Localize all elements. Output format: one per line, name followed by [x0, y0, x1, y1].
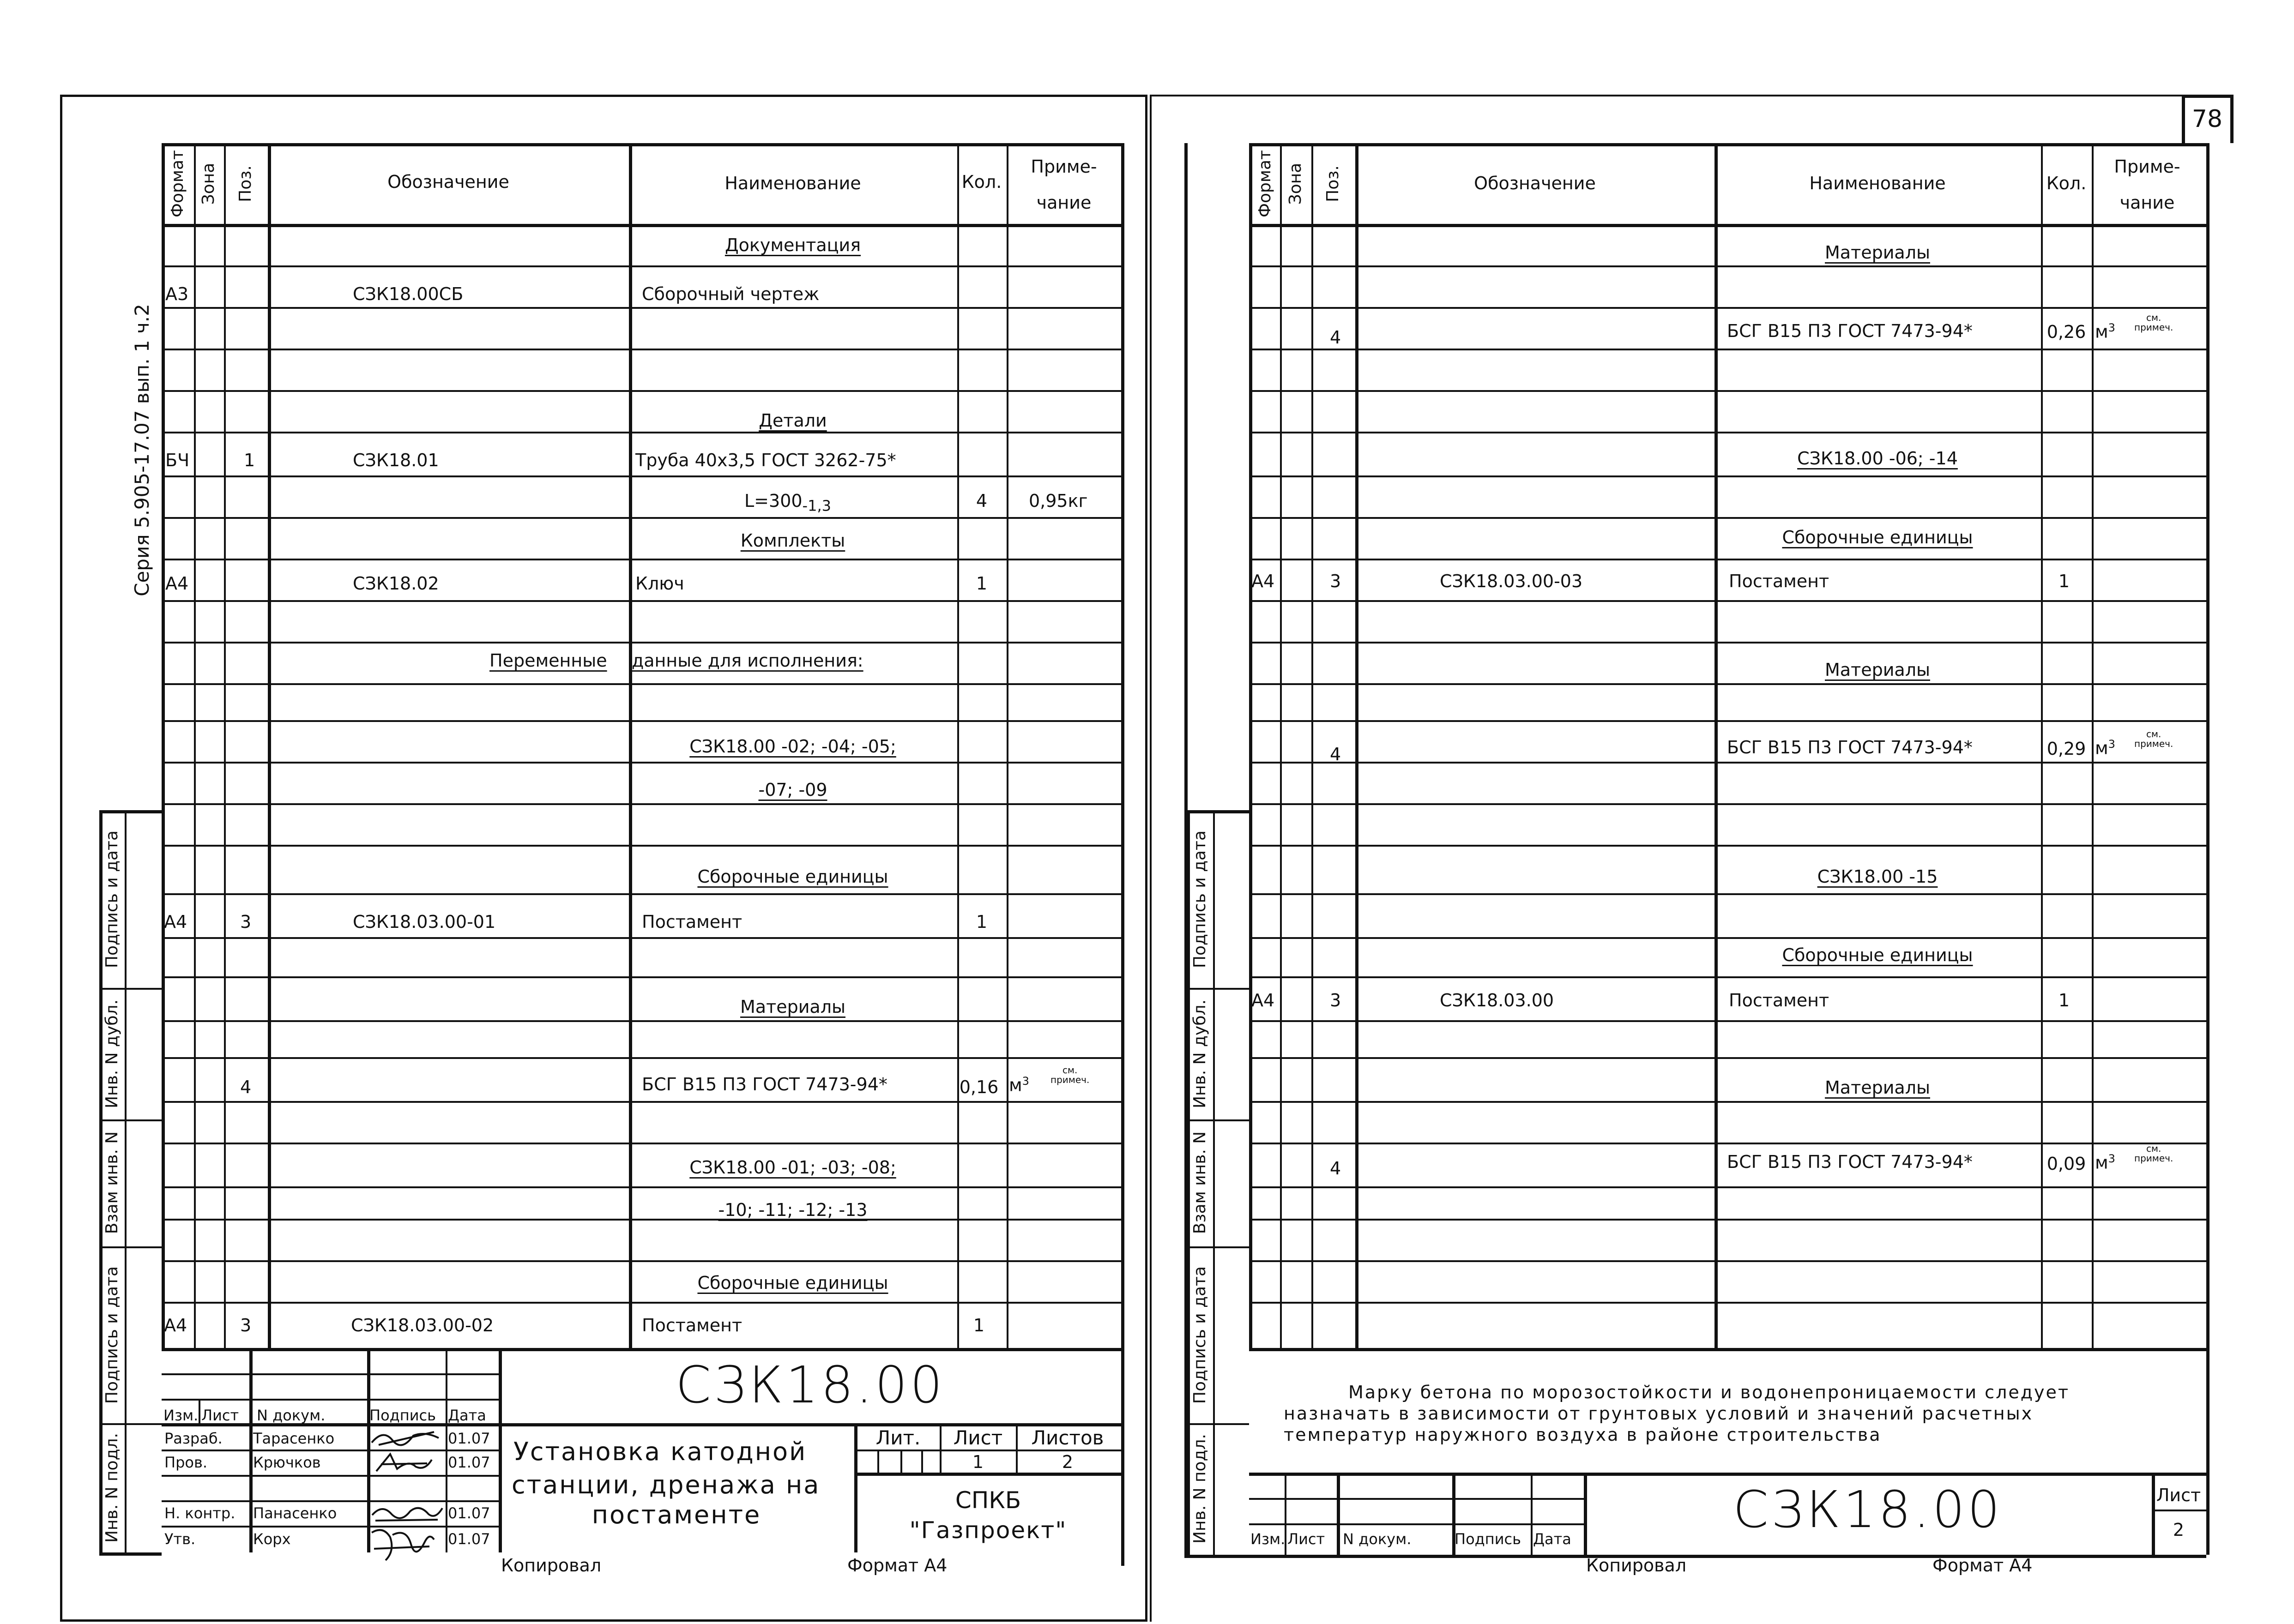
- header-pos: Поз.: [236, 165, 255, 202]
- row-divider: [1249, 265, 2206, 267]
- stamp-vzam-inv: Взам инв. N: [103, 1131, 121, 1234]
- header-pos: Поз.: [1323, 165, 1342, 202]
- row-format: А3: [165, 284, 189, 304]
- tb-sheet-label: Лист: [953, 1426, 1003, 1449]
- row-name: БСГ В15 П3 ГОСТ 7473-94*: [642, 1074, 887, 1095]
- row-qty: 0,16: [959, 1077, 999, 1097]
- row-qty: 1: [2058, 990, 2070, 1010]
- tb-role: Разраб.: [164, 1430, 223, 1447]
- row-divider: [1249, 1219, 2206, 1221]
- section-heading: Сборочные единицы: [697, 1273, 888, 1293]
- row-divider: [1249, 762, 2206, 764]
- stamp-sign-date: Подпись и дата: [1190, 1266, 1209, 1404]
- tb-date: 01.07: [448, 1454, 490, 1471]
- doc-code: СЗК18.00: [676, 1355, 945, 1414]
- note-text: назначать в зависимости от грунтовых условий и значений расчетных: [1284, 1403, 2034, 1424]
- row-name: БСГ В15 П3 ГОСТ 7473-94*: [1727, 1152, 1973, 1172]
- row-format: БЧ: [165, 450, 190, 470]
- row-unit: $м^3$: [2095, 1152, 2115, 1173]
- section-heading: Сборочные единицы: [697, 866, 888, 887]
- tb-col-doc: N докум.: [257, 1407, 326, 1424]
- row-divider: [162, 937, 1121, 939]
- left-page-border: [60, 95, 1147, 1622]
- row-divider: [162, 1302, 1121, 1304]
- row-divider: [1249, 1186, 2206, 1188]
- row-divider: [1249, 1302, 2206, 1304]
- section-heading: Сборочные единицы: [1782, 945, 1973, 965]
- row-note-small: см. примеч.: [1050, 1065, 1090, 1085]
- stamp-inv-dubl: Инв. N дубл.: [1190, 999, 1209, 1108]
- header-name: Наименование: [724, 173, 861, 193]
- stamp-sign-date: Подпись и дата: [1190, 830, 1209, 968]
- row-designation: СЗК18.03.00-03: [1440, 571, 1583, 591]
- row-unit: $м^3$: [2095, 321, 2115, 342]
- stamp-inv-podl: Инв. N подл.: [1190, 1434, 1209, 1544]
- variable-data-label: данные для исполнения:: [632, 650, 863, 671]
- doc-code: СЗК18.00: [1733, 1480, 2003, 1539]
- header-note-line1: Приме-: [2114, 156, 2180, 177]
- row-pos: 3: [240, 912, 252, 932]
- row-format: А4: [165, 573, 189, 594]
- section-heading: Материалы: [1825, 660, 1930, 680]
- tb-col-date: Дата: [1533, 1530, 1571, 1548]
- variable-data-label: Переменные: [489, 650, 607, 671]
- tb-col-list: Лист: [201, 1407, 239, 1424]
- row-divider: [162, 517, 1121, 519]
- header-designation: Обозначение: [1474, 173, 1596, 193]
- row-divider: [1249, 937, 2206, 939]
- row-divider: [1249, 559, 2206, 560]
- row-pos: 3: [240, 1315, 252, 1335]
- header-note-line1: Приме-: [1031, 156, 1097, 177]
- variant-list: СЗК18.00 -06; -14: [1797, 448, 1958, 469]
- row-divider: [1249, 803, 2206, 805]
- row-divider: [162, 1186, 1121, 1188]
- row-divider: [162, 720, 1121, 722]
- stamp-sign-date: Подпись и дата: [103, 1266, 121, 1404]
- row-divider: [1249, 642, 2206, 644]
- row-qty: 1: [976, 573, 988, 594]
- section-heading: Документация: [724, 235, 861, 255]
- row-divider: [162, 1219, 1121, 1221]
- section-heading: Материалы: [1825, 242, 1930, 263]
- row-name: $L=300_{-1,3}$: [744, 491, 831, 515]
- header-format: Формат: [168, 150, 187, 218]
- row-divider: [1249, 1143, 2206, 1144]
- row-divider: [162, 1143, 1121, 1144]
- tb-date: 01.07: [448, 1504, 490, 1522]
- row-divider: [1249, 390, 2206, 392]
- row-qty: 1: [973, 1315, 985, 1335]
- row-qty: 1: [2058, 571, 2070, 591]
- tb-sheets-label: Листов: [1031, 1426, 1104, 1449]
- row-designation: СЗК18.03.00-01: [353, 912, 496, 932]
- tb-person: Корх: [253, 1530, 291, 1548]
- tb-sheet-value: 1: [972, 1452, 984, 1472]
- row-note: 0,95кг: [1029, 491, 1088, 511]
- row-divider: [1249, 600, 2206, 602]
- row-note-small: см. примеч.: [2134, 1143, 2173, 1164]
- tb-role: Утв.: [164, 1530, 196, 1548]
- stamp-sign-date: Подпись и дата: [103, 830, 121, 968]
- row-pos: 3: [1330, 571, 1341, 591]
- tb-col-list: Лист: [1287, 1530, 1325, 1548]
- row-name: БСГ В15 П3 ГОСТ 7473-94*: [1727, 737, 1973, 758]
- row-divider: [162, 976, 1121, 978]
- row-unit: $м^3$: [1009, 1075, 1029, 1095]
- row-divider: [1249, 307, 2206, 309]
- row-unit: $м^3$: [2095, 738, 2115, 758]
- row-divider: [1249, 683, 2206, 685]
- row-pos: 4: [1330, 744, 1341, 764]
- row-divider: [1249, 475, 2206, 477]
- row-divider: [162, 803, 1121, 805]
- row-name: Сборочный чертеж: [642, 284, 820, 304]
- row-qty: 1: [976, 912, 988, 932]
- org-name: "Газпроект": [909, 1517, 1067, 1544]
- stamp-vzam-inv: Взам инв. N: [1190, 1131, 1209, 1234]
- row-pos: 4: [1330, 327, 1341, 348]
- doc-title-line: станции, дренажа на: [512, 1470, 821, 1499]
- row-name: Постамент: [642, 912, 743, 932]
- section-heading: Сборочные единицы: [1782, 527, 1973, 547]
- tb-col-doc: N докум.: [1343, 1530, 1412, 1548]
- footer-format: Формат А4: [847, 1555, 948, 1576]
- tb-sheet-value: 2: [2173, 1520, 2185, 1540]
- footer-copied: Копировал: [1586, 1555, 1687, 1576]
- note-text: Марку бетона по морозостойкости и водонепроницаемости следует: [1348, 1382, 2070, 1402]
- row-name: БСГ В15 П3 ГОСТ 7473-94*: [1727, 321, 1973, 341]
- row-divider: [162, 1260, 1121, 1262]
- signature: [368, 1501, 445, 1527]
- row-qty: 0,29: [2046, 739, 2086, 759]
- variant-list: -10; -11; -12; -13: [718, 1200, 868, 1220]
- section-heading: Материалы: [740, 997, 845, 1017]
- tb-col-izm: Изм.: [1250, 1530, 1286, 1548]
- row-designation: СЗК18.01: [353, 450, 439, 470]
- note-text: температур наружного воздуха в районе строительства: [1284, 1425, 1882, 1445]
- variant-list: СЗК18.00 -01; -03; -08;: [689, 1157, 896, 1178]
- row-divider: [1249, 1057, 2206, 1059]
- org-name: СПКБ: [955, 1487, 1021, 1514]
- section-heading: Комплекты: [740, 530, 845, 551]
- tb-date: 01.07: [448, 1430, 490, 1447]
- row-designation: СЗК18.03.00-02: [351, 1315, 494, 1335]
- row-divider: [162, 390, 1121, 392]
- tb-lit-label: Лит.: [875, 1426, 921, 1449]
- row-pos: 4: [240, 1077, 252, 1097]
- header-note-line2: чание: [2119, 192, 2175, 213]
- row-note-small: см. примеч.: [2134, 312, 2173, 333]
- header-name: Наименование: [1809, 173, 1946, 193]
- row-divider: [162, 1020, 1121, 1022]
- row-qty: 4: [976, 491, 988, 511]
- tb-person: Крючков: [253, 1454, 321, 1471]
- section-heading: Детали: [759, 410, 827, 431]
- footer-format: Формат А4: [1932, 1555, 2033, 1576]
- row-divider: [162, 307, 1121, 309]
- tb-col-sign: Подпись: [369, 1407, 436, 1424]
- row-divider: [1249, 1101, 2206, 1103]
- row-pos: 1: [244, 450, 255, 470]
- tb-sheet-label: Лист: [2156, 1485, 2201, 1505]
- row-divider: [1249, 432, 2206, 433]
- row-qty: 0,09: [2046, 1154, 2086, 1174]
- row-divider: [1249, 893, 2206, 895]
- row-name: Постамент: [1729, 990, 1829, 1010]
- row-divider: [162, 559, 1121, 560]
- row-designation: СЗК18.03.00: [1440, 990, 1554, 1010]
- row-pos: 4: [1330, 1158, 1341, 1179]
- row-format: А4: [1251, 571, 1275, 591]
- row-divider: [162, 349, 1121, 350]
- footer-copied: Копировал: [501, 1555, 602, 1576]
- row-format: А4: [164, 1315, 187, 1335]
- doc-title-line: постаменте: [592, 1500, 761, 1529]
- tb-col-date: Дата: [448, 1407, 486, 1424]
- row-qty: 0,26: [2046, 322, 2086, 342]
- row-divider: [162, 683, 1121, 685]
- row-format: А4: [1251, 990, 1275, 1010]
- header-qty: Кол.: [2046, 173, 2087, 193]
- row-divider: [162, 845, 1121, 847]
- signature: [372, 1450, 436, 1476]
- row-divider: [1249, 976, 2206, 978]
- row-divider: [1249, 720, 2206, 722]
- row-divider: [162, 1101, 1121, 1103]
- row-divider: [162, 600, 1121, 602]
- row-note-small: см. примеч.: [2134, 728, 2173, 749]
- tb-person: Панасенко: [253, 1504, 337, 1522]
- row-divider: [162, 265, 1121, 267]
- row-name: Постамент: [1729, 571, 1829, 591]
- row-divider: [1249, 1020, 2206, 1022]
- row-divider: [1249, 845, 2206, 847]
- sheet-number: 78: [2191, 105, 2223, 133]
- tb-role: Н. контр.: [164, 1504, 235, 1522]
- tb-person: Тарасенко: [253, 1430, 335, 1447]
- row-divider: [162, 893, 1121, 895]
- stamp-inv-podl: Инв. N подл.: [103, 1433, 121, 1543]
- variant-list: СЗК18.00 -15: [1817, 866, 1938, 887]
- doc-title-line: Установка катодной: [513, 1437, 807, 1466]
- header-note-line2: чание: [1036, 192, 1092, 213]
- row-divider: [162, 432, 1121, 433]
- header-designation: Обозначение: [387, 172, 509, 192]
- tb-role: Пров.: [164, 1454, 207, 1471]
- row-divider: [1249, 349, 2206, 350]
- row-divider: [162, 1057, 1121, 1059]
- header-zone: Зона: [1286, 162, 1305, 205]
- header-format: Формат: [1256, 150, 1274, 218]
- row-name: Постамент: [642, 1315, 743, 1335]
- variant-list: СЗК18.00 -02; -04; -05;: [689, 736, 896, 757]
- signature: [369, 1426, 443, 1450]
- tb-date: 01.07: [448, 1530, 490, 1548]
- row-divider: [162, 642, 1121, 644]
- series-label: Серия 5.905-17.07 вып. 1 ч.2: [131, 304, 153, 596]
- header-zone: Зона: [199, 162, 218, 205]
- tb-col-izm: Изм.: [163, 1407, 199, 1424]
- row-divider: [1249, 517, 2206, 519]
- row-name: Труба 40х3,5 ГОСТ 3262-75*: [635, 450, 896, 470]
- row-divider: [162, 475, 1121, 477]
- row-designation: СЗК18.02: [353, 573, 439, 594]
- header-qty: Кол.: [961, 172, 1002, 192]
- row-designation: СЗК18.00СБ: [353, 284, 464, 304]
- signature: [365, 1523, 439, 1565]
- tb-sheets-value: 2: [1062, 1452, 1074, 1472]
- row-divider: [162, 762, 1121, 764]
- variant-list: -07; -09: [758, 780, 827, 800]
- section-heading: Материалы: [1825, 1077, 1930, 1098]
- row-divider: [1249, 1260, 2206, 1262]
- stamp-inv-dubl: Инв. N дубл.: [103, 999, 121, 1108]
- row-pos: 3: [1330, 990, 1341, 1010]
- row-name: Ключ: [635, 573, 684, 594]
- row-format: А4: [164, 912, 187, 932]
- tb-col-sign: Подпись: [1455, 1530, 1521, 1548]
